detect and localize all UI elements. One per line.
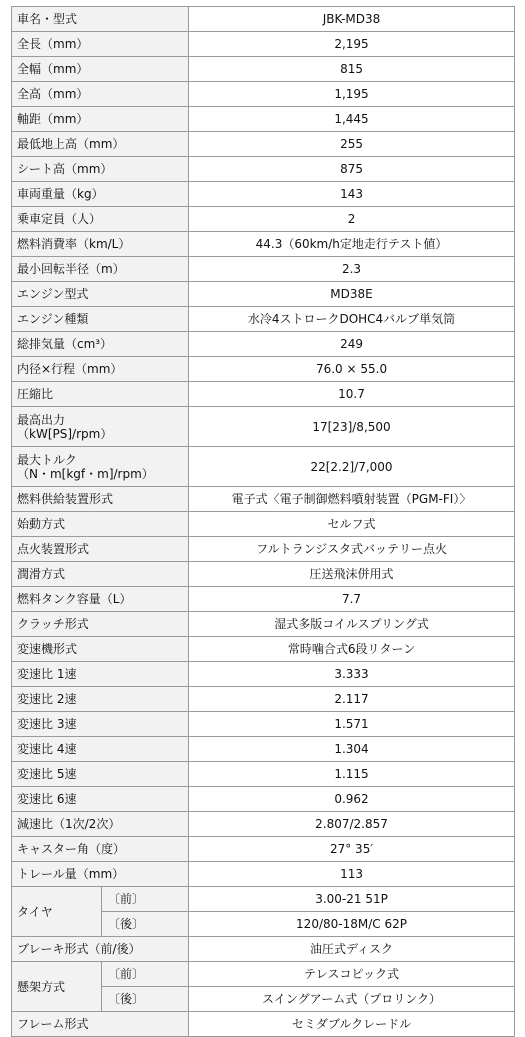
spec-label: クラッチ形式 [12, 612, 189, 637]
spec-row [12, 662, 515, 687]
spec-label: 最低地上高（mm） [12, 132, 189, 157]
spec-row [12, 407, 515, 447]
spec-value: 1.571 [189, 712, 515, 737]
spec-label: 全幅（mm） [12, 57, 189, 82]
spec-row [12, 687, 515, 712]
spec-value: 249 [189, 332, 515, 357]
brake-value: 油圧式ディスク [189, 937, 515, 962]
spec-row [12, 232, 515, 257]
spec-value: 255 [189, 132, 515, 157]
spec-label: 変速比 5速 [12, 762, 189, 787]
spec-value: 27° 35′ [189, 837, 515, 862]
frame-row [12, 1012, 515, 1037]
spec-label: 変速比 2速 [12, 687, 189, 712]
spec-row [12, 587, 515, 612]
spec-label: エンジン種類 [12, 307, 189, 332]
spec-value: 湿式多版コイルスプリング式 [189, 612, 515, 637]
tire-rear-value: 120/80-18M/C 62P [189, 912, 515, 937]
spec-row [12, 837, 515, 862]
spec-label: 総排気量（cm³） [12, 332, 189, 357]
spec-value: 2,195 [189, 32, 515, 57]
spec-label-line: （N・m[kgf・m]/rpm） [17, 466, 154, 481]
tire-front-label: 〔前〕 [102, 887, 189, 912]
spec-row [12, 307, 515, 332]
spec-label: 内径×行程（mm） [12, 357, 189, 382]
spec-row [12, 637, 515, 662]
spec-label: キャスター角（度） [12, 837, 189, 862]
spec-value: 815 [189, 57, 515, 82]
spec-value: 0.962 [189, 787, 515, 812]
tire-rear-label: 〔後〕 [102, 912, 189, 937]
spec-row [12, 282, 515, 307]
spec-row [12, 32, 515, 57]
suspension-front-label: 〔前〕 [102, 962, 189, 987]
spec-label: 燃料消費率（km/L） [12, 232, 189, 257]
spec-row [12, 612, 515, 637]
spec-label: 軸距（mm） [12, 107, 189, 132]
suspension-label: 懸架方式 [12, 962, 102, 1012]
spec-row [12, 207, 515, 232]
spec-value: 875 [189, 157, 515, 182]
spec-value: 22[2.2]/7,000 [189, 447, 515, 487]
spec-value: 圧送飛沫併用式 [189, 562, 515, 587]
spec-label: 潤滑方式 [12, 562, 189, 587]
spec-value: 1.115 [189, 762, 515, 787]
spec-row [12, 107, 515, 132]
spec-value: 76.0 × 55.0 [189, 357, 515, 382]
spec-row [12, 737, 515, 762]
frame-value: セミダブルクレードル [189, 1012, 515, 1037]
spec-row [12, 157, 515, 182]
spec-value: MD38E [189, 282, 515, 307]
spec-label: 全高（mm） [12, 82, 189, 107]
spec-row [12, 862, 515, 887]
brake-row [12, 937, 515, 962]
brake-label: ブレーキ形式（前/後） [12, 937, 189, 962]
spec-row [12, 447, 515, 487]
suspension-rear-label: 〔後〕 [102, 987, 189, 1012]
spec-label: 燃料タンク容量（L） [12, 587, 189, 612]
suspension-front-row [12, 962, 515, 987]
spec-value: フルトランジスタ式バッテリー点火 [189, 537, 515, 562]
spec-value: JBK-MD38 [189, 7, 515, 32]
spec-value: 常時噛合式6段リターン [189, 637, 515, 662]
spec-label: エンジン型式 [12, 282, 189, 307]
spec-row [12, 712, 515, 737]
spec-label [12, 447, 189, 487]
spec-row [12, 382, 515, 407]
spec-value: セルフ式 [189, 512, 515, 537]
spec-row [12, 787, 515, 812]
spec-label: 最小回転半径（m） [12, 257, 189, 282]
spec-label: 変速比 3速 [12, 712, 189, 737]
spec-label-line: 最高出力 [17, 412, 66, 427]
spec-label: 変速機形式 [12, 637, 189, 662]
spec-value: 2.807/2.857 [189, 812, 515, 837]
spec-value: 44.3（60km/h定地走行テスト値） [189, 232, 515, 257]
frame-label: フレーム形式 [12, 1012, 189, 1037]
spec-row [12, 357, 515, 382]
spec-label: 減速比（1次/2次） [12, 812, 189, 837]
spec-value: 2.3 [189, 257, 515, 282]
spec-value: 2.117 [189, 687, 515, 712]
spec-label: トレール量（mm） [12, 862, 189, 887]
spec-label: 全長（mm） [12, 32, 189, 57]
spec-value: 1,195 [189, 82, 515, 107]
suspension-rear-value: スイングアーム式（プロリンク） [189, 987, 515, 1012]
tire-front-value: 3.00-21 51P [189, 887, 515, 912]
spec-label: 車両重量（kg） [12, 182, 189, 207]
spec-label [12, 407, 189, 447]
spec-label: 点火装置形式 [12, 537, 189, 562]
spec-row [12, 562, 515, 587]
spec-label-line: （kW[PS]/rpm） [17, 426, 113, 441]
spec-row [12, 257, 515, 282]
spec-value: 2 [189, 207, 515, 232]
spec-value: 水冷4ストロークDOHC4バルブ単気筒 [189, 307, 515, 332]
spec-row [12, 82, 515, 107]
spec-row [12, 57, 515, 82]
spec-row [12, 762, 515, 787]
spec-label: 燃料供給装置形式 [12, 487, 189, 512]
spec-row [12, 512, 515, 537]
spec-row [12, 812, 515, 837]
spec-table [11, 6, 515, 1037]
spec-row [12, 132, 515, 157]
spec-value: 1,445 [189, 107, 515, 132]
spec-label: 変速比 1速 [12, 662, 189, 687]
spec-value: 17[23]/8,500 [189, 407, 515, 447]
spec-label-line: 最大トルク [17, 452, 77, 467]
spec-label: 車名・型式 [12, 7, 189, 32]
spec-value: 1.304 [189, 737, 515, 762]
tire-label: タイヤ [12, 887, 102, 937]
spec-label: シート高（mm） [12, 157, 189, 182]
spec-value: 113 [189, 862, 515, 887]
spec-value: 3.333 [189, 662, 515, 687]
spec-row [12, 487, 515, 512]
suspension-front-value: テレスコピック式 [189, 962, 515, 987]
spec-label: 変速比 6速 [12, 787, 189, 812]
spec-row [12, 537, 515, 562]
spec-row [12, 332, 515, 357]
spec-value: 電子式〈電子制御燃料噴射装置（PGM-FI）〉 [189, 487, 515, 512]
spec-label: 変速比 4速 [12, 737, 189, 762]
spec-row [12, 7, 515, 32]
spec-label: 乗車定員（人） [12, 207, 189, 232]
spec-label: 圧縮比 [12, 382, 189, 407]
tire-front-row [12, 887, 515, 912]
spec-value: 143 [189, 182, 515, 207]
spec-label: 始動方式 [12, 512, 189, 537]
spec-value: 10.7 [189, 382, 515, 407]
spec-row [12, 182, 515, 207]
spec-value: 7.7 [189, 587, 515, 612]
